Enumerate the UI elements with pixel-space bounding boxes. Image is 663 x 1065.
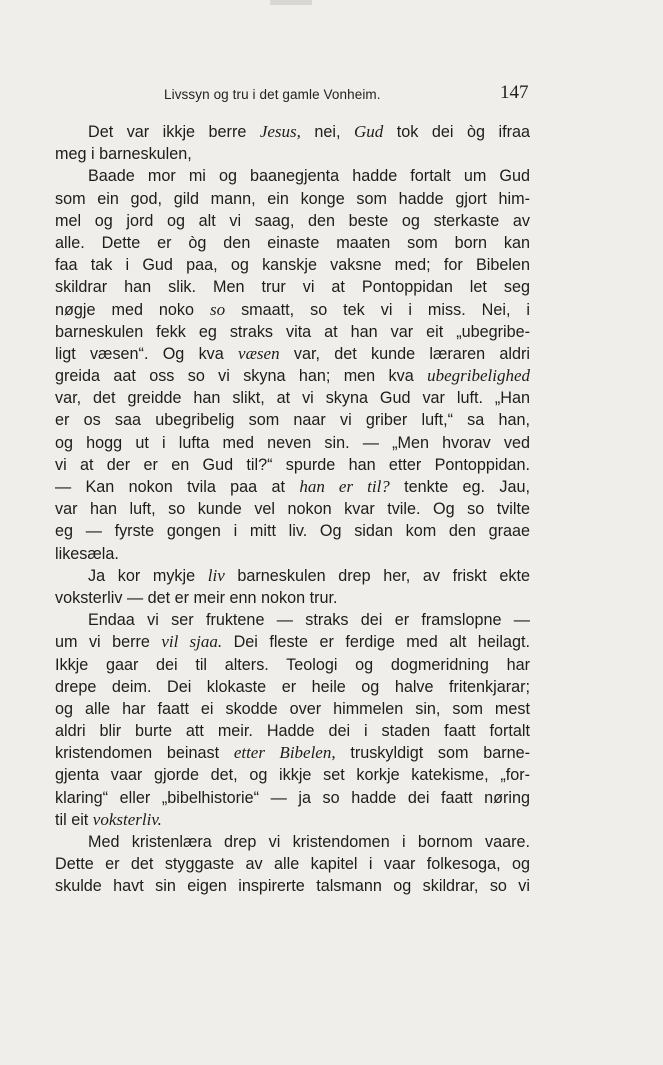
text-line: — Kan nokon tvila paa at han er til? tenkte eg. Jau, bbox=[55, 477, 530, 496]
text-line: Baade mor mi og baanegjenta hadde fortalt um Gud bbox=[88, 167, 530, 186]
text-line: Med kristenlæra drep vi kristendomen i bornom vaare. bbox=[88, 833, 530, 851]
text-line: og hogg ut i lufta med neven sin. — „Men hvorav ved bbox=[55, 433, 530, 452]
text-line: Endaa vi ser fruktene — straks dei er framslopne — bbox=[88, 611, 530, 630]
text-line: til eit voksterliv. bbox=[55, 809, 162, 829]
body-text bbox=[55, 121, 530, 898]
emphasis: etter Bibelen, bbox=[233, 743, 336, 763]
text-line: Ja kor mykje liv barneskulen drep her, av friskt ekte bbox=[88, 565, 530, 585]
text-line: klaring“ eller „bibelhistorie“ — ja so hadde dei faatt nøring bbox=[55, 788, 530, 807]
text-line: barneskulen fekk eg straks vita at han var eit „ubegribe- bbox=[55, 322, 530, 341]
text-line: vi at der er en Gud til?“ spurde han etter Pontoppidan. bbox=[55, 455, 530, 474]
emphasis: ubegribelighed bbox=[427, 366, 530, 386]
text-line: nøgje med noko so smaatt, so tek vi i miss. Nei, i bbox=[55, 299, 531, 319]
text-line: er os saa ubegribelig som naar vi griber luft,“ sa han, bbox=[55, 411, 530, 430]
text-line: skulde havt sin eigen inspirerte talsmann og skildrar, so vi bbox=[55, 877, 530, 896]
text-line: ligt væsen“. Og kva væsen var, det kunde læraren aldri bbox=[55, 343, 530, 363]
text-line: skildrar han slik. Men trur vi at Pontoppidan let seg bbox=[55, 278, 530, 297]
text-line: Det var ikkje berre Jesus, nei, Gud tok dei òg ifraa bbox=[88, 122, 530, 141]
text-line: mel og jord og alt vi saag, den beste og sterkaste av bbox=[55, 211, 530, 230]
text-line: kristendomen beinast etter Bibelen, truskyldigt som barne- bbox=[55, 743, 530, 763]
emphasis: Jesus, bbox=[259, 122, 301, 141]
text-line: og alle har faatt ei skodde over himmelen sin, som mest bbox=[55, 699, 530, 718]
text-line: likesæla. bbox=[55, 544, 119, 563]
running-head bbox=[0, 84, 663, 108]
text-line: greida aat oss so vi skyna han; men kva ubegribelighed bbox=[55, 366, 530, 386]
emphasis: liv bbox=[207, 565, 225, 585]
text-line: Dette er det styggaste av alle kapitel i vaar folkesoga, og bbox=[55, 855, 530, 874]
emphasis: so bbox=[209, 299, 226, 319]
text-line: var han luft, so kunde vel nokon kvar tvile. Og so tvilte bbox=[55, 500, 530, 519]
emphasis: voksterliv. bbox=[92, 809, 162, 829]
running-title: Livssyn og tru i det gamle Vonheim. bbox=[164, 87, 381, 102]
page-number: 147 bbox=[500, 82, 529, 103]
emphasis: Gud bbox=[354, 122, 384, 141]
text-line: var, det greidde han slikt, at vi skyna Gud var luft. „Han bbox=[55, 389, 530, 408]
text-line: meg i barneskulen, bbox=[55, 145, 192, 164]
emphasis: væsen bbox=[238, 343, 280, 363]
text-line: um vi berre vil sjaa. Dei fleste er ferdige med alt heilagt. bbox=[55, 632, 530, 652]
text-line: voksterliv — det er meir enn nokon trur. bbox=[55, 588, 338, 607]
text-line: alle. Dette er òg den einaste maaten som born kan bbox=[55, 233, 530, 252]
text-line: som ein god, gild mann, ein konge som hadde gjort him- bbox=[55, 189, 530, 208]
emphasis: vil sjaa. bbox=[161, 632, 223, 652]
emphasis: han er til? bbox=[299, 477, 390, 496]
text-line: aldri blir burte att meir. Hadde dei i staden faatt fortalt bbox=[55, 722, 530, 741]
scan-mark bbox=[270, 0, 312, 5]
text-line: eg — fyrste gongen i mitt liv. Og sidan kom den graae bbox=[55, 522, 530, 541]
text-line: drepe deim. Dei klokaste er heile og halve fritenkjarar; bbox=[55, 677, 530, 696]
text-line: Ikkje gaar dei til alters. Teologi og dogmeridning har bbox=[55, 655, 530, 674]
text-line: gjenta vaar gjorde det, og ikkje set korkje katekisme, „for- bbox=[55, 766, 530, 785]
text-line: faa tak i Gud paa, og kanskje vaksne med; for Bibelen bbox=[55, 256, 530, 275]
